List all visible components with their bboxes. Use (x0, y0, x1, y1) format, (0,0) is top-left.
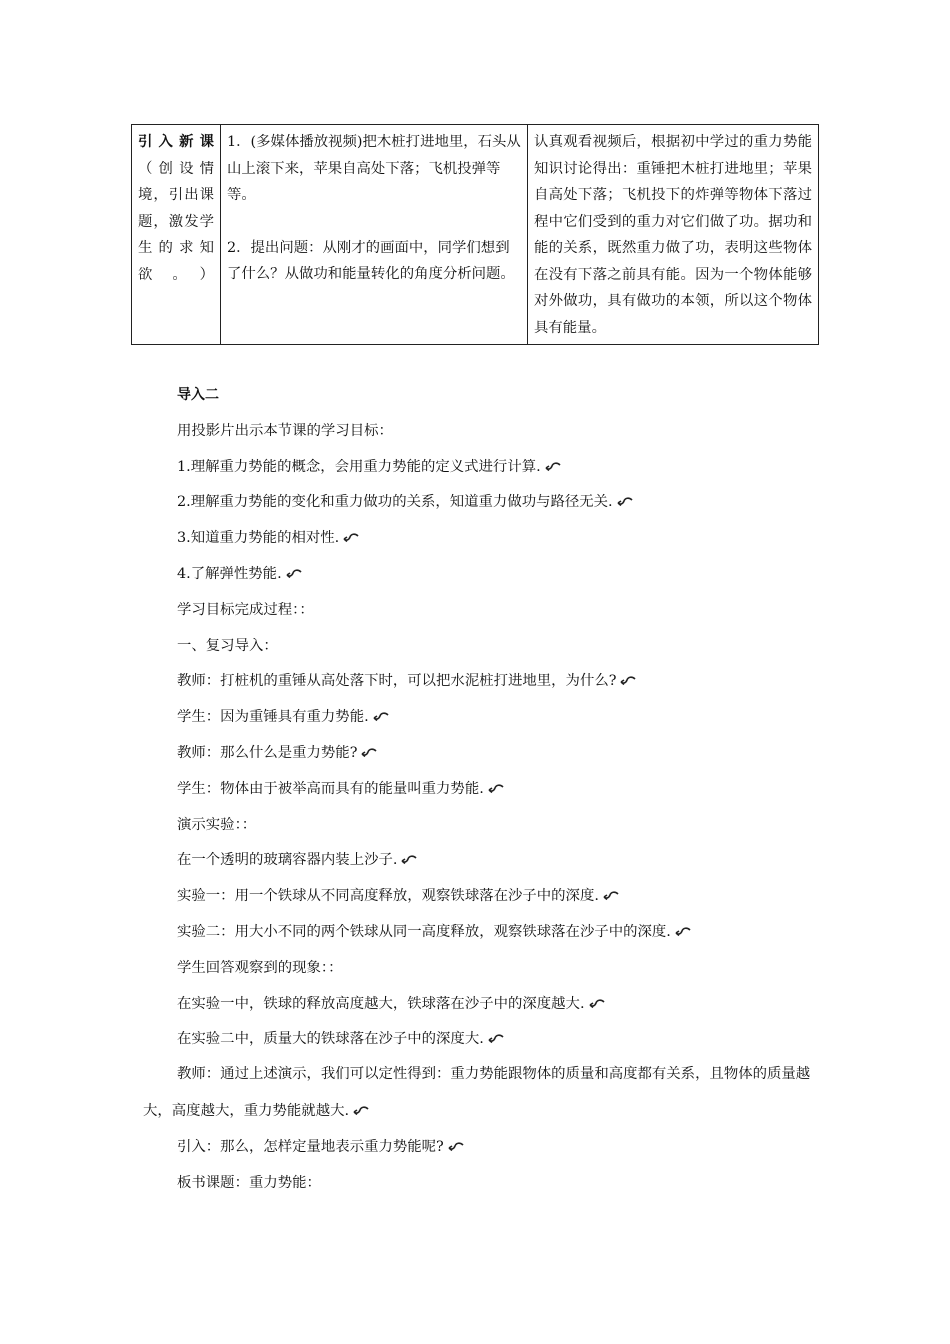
text-line: 学生：因为重锤具有重力势能. (143, 704, 823, 740)
return-mark-icon (588, 999, 606, 1009)
text-line: 演示实验：： (177, 816, 257, 833)
lesson-table (131, 124, 819, 345)
text-line: 教师：打桩机的重锤从高处落下时，可以把水泥桩打进地里，为什么? (143, 668, 823, 704)
text-line: 在实验二中，质量大的铁球落在沙子中的深度大. (143, 1026, 823, 1062)
teacher-activity-cell (221, 125, 528, 345)
table-row (132, 125, 819, 345)
teacher-activity-2: 2．提出问题：从刚才的画面中，同学们想到了什么？从做功和能量转化的角度分析问题。 (227, 239, 515, 282)
text-line: 学生：物体由于被举高而具有的能量叫重力势能. (143, 776, 823, 812)
return-mark-icon (360, 748, 378, 758)
student-activity-cell (528, 125, 819, 345)
text-line: 学习目标完成过程：： (177, 601, 314, 618)
text-line: 2.理解重力势能的变化和重力做功的关系，知道重力做功与路径无关. (143, 489, 823, 525)
text-line: 实验二：用大小不同的两个铁球从同一高度释放，观察铁球落在沙子中的深度. (143, 919, 823, 955)
return-mark-icon (400, 855, 418, 865)
return-mark-icon (285, 569, 303, 579)
text-line: 在一个透明的玻璃容器内装上沙子. (143, 847, 823, 883)
text-paragraph: 教师：通过上述演示，我们可以定性得到：重力势能跟物体的质量和高度都有关系，且物体的质量越大，高度越大，重力势能就越大. (143, 1066, 811, 1120)
text-line: 4.了解弹性势能. (143, 561, 823, 597)
text-line: 用投影片出示本节课的学习目标： (177, 422, 393, 439)
stage-title: 引入新课 (138, 134, 214, 150)
stage-cell (132, 125, 221, 345)
teacher-activity-1: 1．(多媒体播放视频)把木桩打进地里，石头从山上滚下来，苹果自高处下落；飞机投弹等等。 (227, 134, 521, 203)
text-line: 3.知道重力势能的相对性. (143, 525, 823, 561)
section-heading: 导入二 (177, 387, 219, 403)
stage-description: （创设情境，引出课题，激发学生的求知欲。） (138, 160, 214, 283)
return-mark-icon (342, 533, 360, 543)
text-line: 一、复习导入： (177, 637, 278, 654)
return-mark-icon (352, 1106, 370, 1116)
text-line: 板书课题：重力势能： (177, 1174, 321, 1191)
return-mark-icon (447, 1142, 465, 1152)
return-mark-icon (372, 712, 390, 722)
return-mark-icon (674, 927, 692, 937)
return-mark-icon (487, 1034, 505, 1044)
text-line: 教师：那么什么是重力势能? (143, 740, 823, 776)
return-mark-icon (619, 676, 637, 686)
return-mark-icon (616, 497, 634, 507)
text-line: 在实验一中，铁球的释放高度越大，铁球落在沙子中的深度越大. (143, 991, 823, 1027)
return-mark-icon (487, 784, 505, 794)
text-line: 引入：那么，怎样定量地表示重力势能呢? (143, 1134, 823, 1170)
text-line: 实验一：用一个铁球从不同高度释放，观察铁球落在沙子中的深度. (143, 883, 823, 919)
document-body (143, 382, 823, 1206)
text-line: 1.理解重力势能的概念，会用重力势能的定义式进行计算. (143, 454, 823, 490)
text-line: 学生回答观察到的现象：： (177, 959, 343, 976)
return-mark-icon (602, 891, 620, 901)
return-mark-icon (544, 462, 562, 472)
student-activity: 认真观看视频后，根据初中学过的重力势能知识讨论得出：重锤把木桩打进地里；苹果自高处下落；飞机投下的炸弹等物体下落过程中它们受到的重力对它们做了功。据功和能的关系，既然重力做了功，表明这些物体在没有下落之前具有能。因为一个物体能够对外做功，具有做功的本领，所以这个物体具有能量。 (534, 134, 812, 336)
